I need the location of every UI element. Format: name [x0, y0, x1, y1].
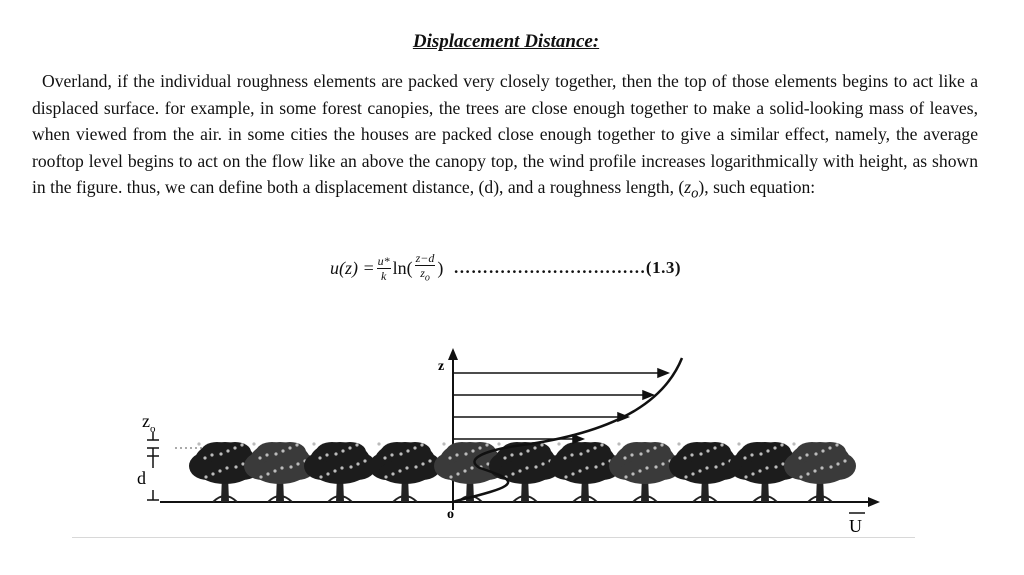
- z-axis-arrow: [448, 348, 458, 360]
- page-title: Displacement Distance:: [412, 31, 600, 52]
- zo-label: $z_o$: [142, 411, 156, 435]
- equation-lhs: u(z) =: [330, 257, 375, 278]
- tree: [244, 442, 316, 502]
- tree: [304, 442, 376, 502]
- ground-axis-arrow: [868, 497, 880, 507]
- origin-label: o: [447, 507, 454, 522]
- equation-1-3: [330, 248, 681, 288]
- u-label: U: [849, 516, 862, 535]
- equation-number: (1.3): [645, 258, 681, 277]
- equation-ln: ln(: [392, 257, 413, 278]
- fraction-z-minus-d: $\frac{z-d}{z_o}$: [415, 250, 435, 284]
- d-marker: [147, 456, 159, 500]
- tree: [784, 442, 856, 502]
- zo-marker: [147, 432, 159, 456]
- forest-canopy: [189, 442, 856, 502]
- axis-z-label: z: [438, 359, 445, 374]
- tree: [549, 442, 621, 502]
- fraction-ustar-k: $\frac{u*}{k}$: [377, 253, 390, 283]
- roughness-symbol: $z_o$: [684, 177, 699, 202]
- body-paragraph: [32, 68, 978, 207]
- footer-divider: [72, 537, 915, 538]
- equation-close: ): [437, 257, 444, 278]
- tree: [609, 442, 681, 502]
- paragraph-text-end: ), such equation:: [698, 177, 816, 197]
- tree: [369, 442, 441, 502]
- wind-profile-figure: [120, 340, 880, 535]
- equation-leader: ……………………………(1.3): [453, 258, 681, 277]
- tree: [489, 442, 561, 502]
- paragraph-text: Overland, if the individual roughness elements are packed very closely together, then the top of those elements begins to act like a displaced surface. for example, in some forest canopies, the trees are close enough together to make a solid-looking mass of leaves, when viewed from the air. in some cities the houses are packed close enough together to give a similar effect, namely, the average rooftop level begins to act on the flow like an above the canopy top, the wind profile increases logarithmically with height, as shown in the figure. thus, we can define both a displacement distance, (d), and a roughness length, (: [32, 71, 978, 197]
- tree: [669, 442, 741, 502]
- velocity-arrows: [453, 369, 668, 443]
- d-label: d: [137, 468, 146, 488]
